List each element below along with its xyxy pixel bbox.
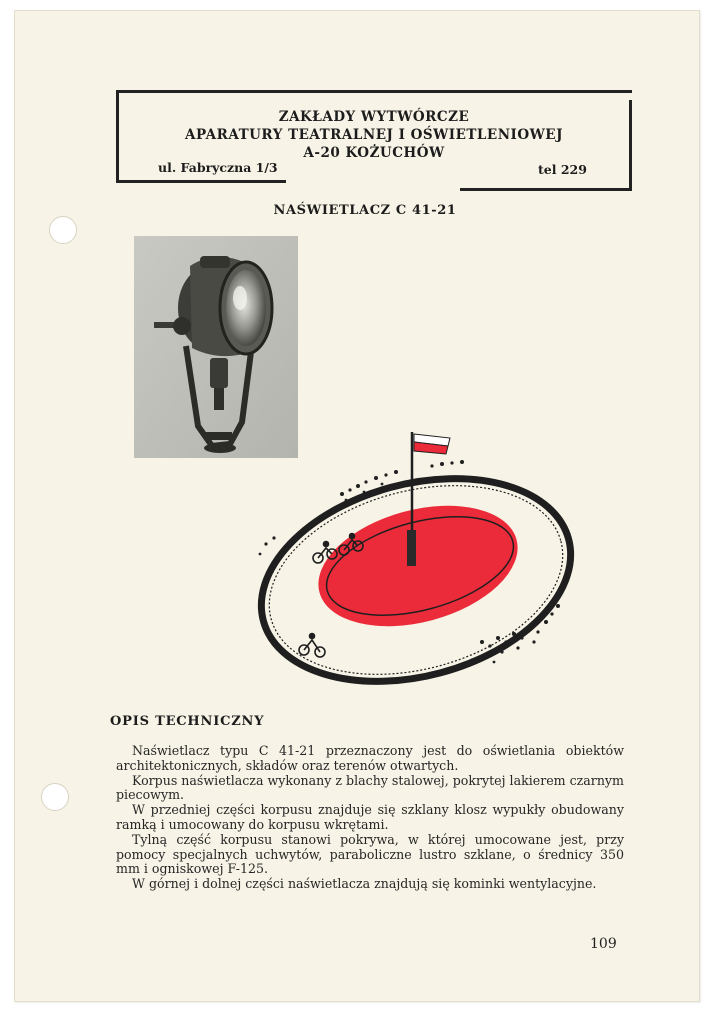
product-title: NAŚWIETLACZ C 41-21: [273, 203, 457, 218]
letterhead-line-2: APARATURY TEATRALNEJ I OŚWIETLENIOWEJ: [185, 127, 563, 143]
page-number: 109: [590, 936, 617, 952]
section-heading: OPIS TECHNICZNY: [110, 714, 265, 729]
frame-line: [116, 180, 286, 183]
punch-hole: [49, 216, 77, 244]
frame-line: [116, 90, 632, 93]
letterhead-title: [116, 108, 632, 162]
paragraph: Korpus naświetlacza wykonany z blachy stalowej, pokrytej lakierem czarnym piecowym.: [116, 772, 624, 803]
technical-description: [116, 744, 624, 892]
letterhead-line-3: A-20 KOŻUCHÓW: [303, 145, 445, 161]
letterhead-address: ul. Fabryczna 1/3: [158, 160, 278, 175]
punch-hole: [41, 783, 69, 811]
paragraph: W górnej i dolnej części naświetlacza znajdują się kominki wentylacyjne.: [132, 876, 597, 892]
paragraph: Tylną część korpusu stanowi pokrywa, w której umocowane jest, przy pomocy specjalnych uchwytów, paraboliczne lustro szklane, o średnicy 350 mm i ogniskowej F-125.: [116, 831, 624, 877]
paragraph: Naświetlacz typu C 41-21 przeznaczony jest do oświetlania obiektów architektonicznych, składów oraz terenów otwartych.: [116, 743, 624, 773]
frame-line: [460, 188, 632, 191]
speedway-track-illustration: [246, 420, 586, 700]
letterhead-line-1: ZAKŁADY WYTWÓRCZE: [278, 109, 470, 125]
letterhead-phone: tel 229: [538, 162, 587, 177]
letterhead-box: [116, 90, 632, 190]
paragraph: W przedniej części korpusu znajduje się szklany klosz wypukły obudowany ramką i umocowany do korpusu wkrętami.: [116, 802, 624, 832]
